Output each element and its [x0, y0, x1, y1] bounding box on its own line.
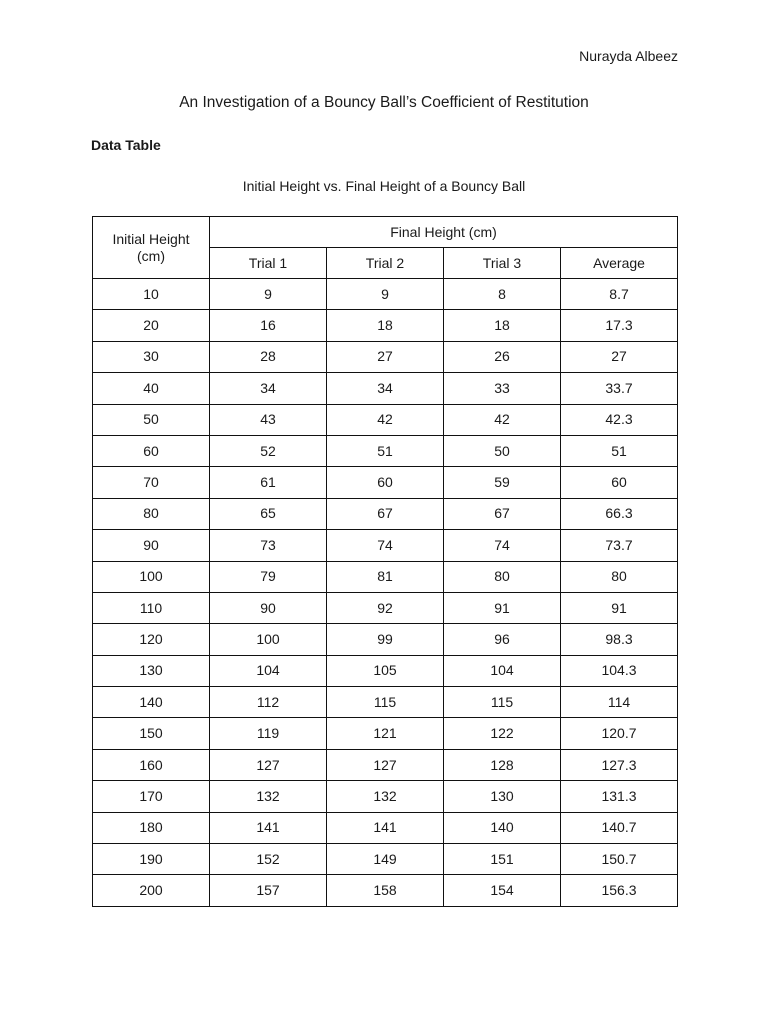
cell-trial-1: 104 — [210, 655, 327, 686]
table-body — [93, 279, 678, 907]
cell-trial-3: 151 — [444, 844, 561, 875]
cell-trial-2: 42 — [327, 404, 444, 435]
cell-average: 73.7 — [561, 530, 678, 561]
cell-trial-1: 152 — [210, 844, 327, 875]
cell-average: 60 — [561, 467, 678, 498]
table-row — [93, 812, 678, 843]
cell-trial-3: 96 — [444, 624, 561, 655]
cell-trial-1: 9 — [210, 279, 327, 310]
cell-trial-2: 105 — [327, 655, 444, 686]
cell-trial-2: 149 — [327, 844, 444, 875]
cell-trial-1: 119 — [210, 718, 327, 749]
table-caption: Initial Height vs. Final Height of a Bouncy Ball — [242, 178, 526, 194]
table-row — [93, 530, 678, 561]
cell-average: 120.7 — [561, 718, 678, 749]
cell-average: 17.3 — [561, 310, 678, 341]
cell-average: 131.3 — [561, 781, 678, 812]
cell-average: 91 — [561, 592, 678, 623]
header-trial-3: Trial 3 — [444, 248, 561, 279]
cell-trial-3: 91 — [444, 592, 561, 623]
cell-trial-1: 90 — [210, 592, 327, 623]
cell-initial-height: 80 — [93, 498, 210, 529]
cell-trial-1: 73 — [210, 530, 327, 561]
cell-trial-2: 60 — [327, 467, 444, 498]
table-row — [93, 467, 678, 498]
table-row — [93, 373, 678, 404]
header-row-group — [93, 217, 678, 248]
cell-trial-2: 141 — [327, 812, 444, 843]
cell-trial-1: 61 — [210, 467, 327, 498]
cell-trial-1: 16 — [210, 310, 327, 341]
cell-trial-3: 50 — [444, 435, 561, 466]
header-average: Average — [561, 248, 678, 279]
table-row — [93, 844, 678, 875]
cell-initial-height: 90 — [93, 530, 210, 561]
cell-trial-1: 52 — [210, 435, 327, 466]
cell-trial-3: 154 — [444, 875, 561, 906]
author-name: Nurayda Albeez — [579, 48, 678, 64]
cell-trial-2: 127 — [327, 749, 444, 780]
cell-average: 156.3 — [561, 875, 678, 906]
cell-trial-2: 67 — [327, 498, 444, 529]
table-row — [93, 781, 678, 812]
cell-trial-1: 28 — [210, 341, 327, 372]
cell-initial-height: 160 — [93, 749, 210, 780]
table-row — [93, 592, 678, 623]
table-row — [93, 875, 678, 906]
cell-trial-2: 92 — [327, 592, 444, 623]
cell-trial-3: 115 — [444, 687, 561, 718]
header-initial-height — [93, 217, 210, 279]
cell-trial-2: 121 — [327, 718, 444, 749]
cell-trial-1: 79 — [210, 561, 327, 592]
cell-initial-height: 40 — [93, 373, 210, 404]
cell-initial-height: 180 — [93, 812, 210, 843]
cell-trial-2: 74 — [327, 530, 444, 561]
cell-initial-height: 200 — [93, 875, 210, 906]
cell-initial-height: 140 — [93, 687, 210, 718]
cell-trial-1: 112 — [210, 687, 327, 718]
header-initial-height-line2: (cm) — [137, 247, 165, 264]
cell-initial-height: 10 — [93, 279, 210, 310]
cell-trial-3: 18 — [444, 310, 561, 341]
cell-average: 80 — [561, 561, 678, 592]
header-trial-1: Trial 1 — [210, 248, 327, 279]
cell-average: 42.3 — [561, 404, 678, 435]
cell-trial-3: 42 — [444, 404, 561, 435]
cell-trial-3: 59 — [444, 467, 561, 498]
table-row — [93, 404, 678, 435]
cell-initial-height: 170 — [93, 781, 210, 812]
table-row — [93, 624, 678, 655]
cell-average: 66.3 — [561, 498, 678, 529]
cell-trial-1: 127 — [210, 749, 327, 780]
cell-initial-height: 20 — [93, 310, 210, 341]
cell-average: 98.3 — [561, 624, 678, 655]
table-row — [93, 655, 678, 686]
cell-trial-2: 132 — [327, 781, 444, 812]
table-row — [93, 749, 678, 780]
table-row — [93, 310, 678, 341]
cell-trial-2: 51 — [327, 435, 444, 466]
cell-average: 8.7 — [561, 279, 678, 310]
cell-trial-3: 128 — [444, 749, 561, 780]
header-final-height: Final Height (cm) — [210, 217, 678, 248]
cell-average: 127.3 — [561, 749, 678, 780]
table-row — [93, 498, 678, 529]
cell-trial-2: 158 — [327, 875, 444, 906]
cell-initial-height: 70 — [93, 467, 210, 498]
cell-trial-3: 33 — [444, 373, 561, 404]
cell-initial-height: 100 — [93, 561, 210, 592]
cell-initial-height: 130 — [93, 655, 210, 686]
cell-trial-1: 141 — [210, 812, 327, 843]
cell-trial-1: 157 — [210, 875, 327, 906]
cell-trial-3: 80 — [444, 561, 561, 592]
cell-trial-3: 67 — [444, 498, 561, 529]
cell-trial-2: 9 — [327, 279, 444, 310]
section-heading: Data Table — [91, 137, 161, 153]
cell-trial-2: 18 — [327, 310, 444, 341]
table-row — [93, 687, 678, 718]
cell-trial-2: 34 — [327, 373, 444, 404]
cell-initial-height: 110 — [93, 592, 210, 623]
cell-initial-height: 60 — [93, 435, 210, 466]
cell-average: 51 — [561, 435, 678, 466]
table-header — [93, 217, 678, 279]
data-table — [92, 216, 678, 907]
cell-average: 150.7 — [561, 844, 678, 875]
cell-initial-height: 190 — [93, 844, 210, 875]
table-row — [93, 341, 678, 372]
cell-initial-height: 150 — [93, 718, 210, 749]
cell-trial-1: 43 — [210, 404, 327, 435]
document-title: An Investigation of a Bouncy Ball’s Coefficient of Restitution — [179, 94, 589, 111]
cell-trial-1: 65 — [210, 498, 327, 529]
cell-average: 27 — [561, 341, 678, 372]
cell-trial-3: 140 — [444, 812, 561, 843]
cell-trial-3: 104 — [444, 655, 561, 686]
table-row — [93, 279, 678, 310]
cell-trial-3: 26 — [444, 341, 561, 372]
cell-trial-3: 130 — [444, 781, 561, 812]
cell-trial-2: 115 — [327, 687, 444, 718]
header-trial-2: Trial 2 — [327, 248, 444, 279]
cell-initial-height: 30 — [93, 341, 210, 372]
cell-trial-3: 8 — [444, 279, 561, 310]
cell-average: 104.3 — [561, 655, 678, 686]
table-row — [93, 561, 678, 592]
cell-trial-2: 27 — [327, 341, 444, 372]
cell-trial-2: 99 — [327, 624, 444, 655]
cell-trial-1: 132 — [210, 781, 327, 812]
table-row — [93, 435, 678, 466]
cell-trial-2: 81 — [327, 561, 444, 592]
header-initial-height-line1: Initial Height — [112, 230, 190, 247]
cell-initial-height: 50 — [93, 404, 210, 435]
cell-trial-3: 122 — [444, 718, 561, 749]
cell-average: 140.7 — [561, 812, 678, 843]
cell-average: 114 — [561, 687, 678, 718]
table-row — [93, 718, 678, 749]
cell-trial-1: 100 — [210, 624, 327, 655]
cell-average: 33.7 — [561, 373, 678, 404]
cell-initial-height: 120 — [93, 624, 210, 655]
cell-trial-1: 34 — [210, 373, 327, 404]
cell-trial-3: 74 — [444, 530, 561, 561]
